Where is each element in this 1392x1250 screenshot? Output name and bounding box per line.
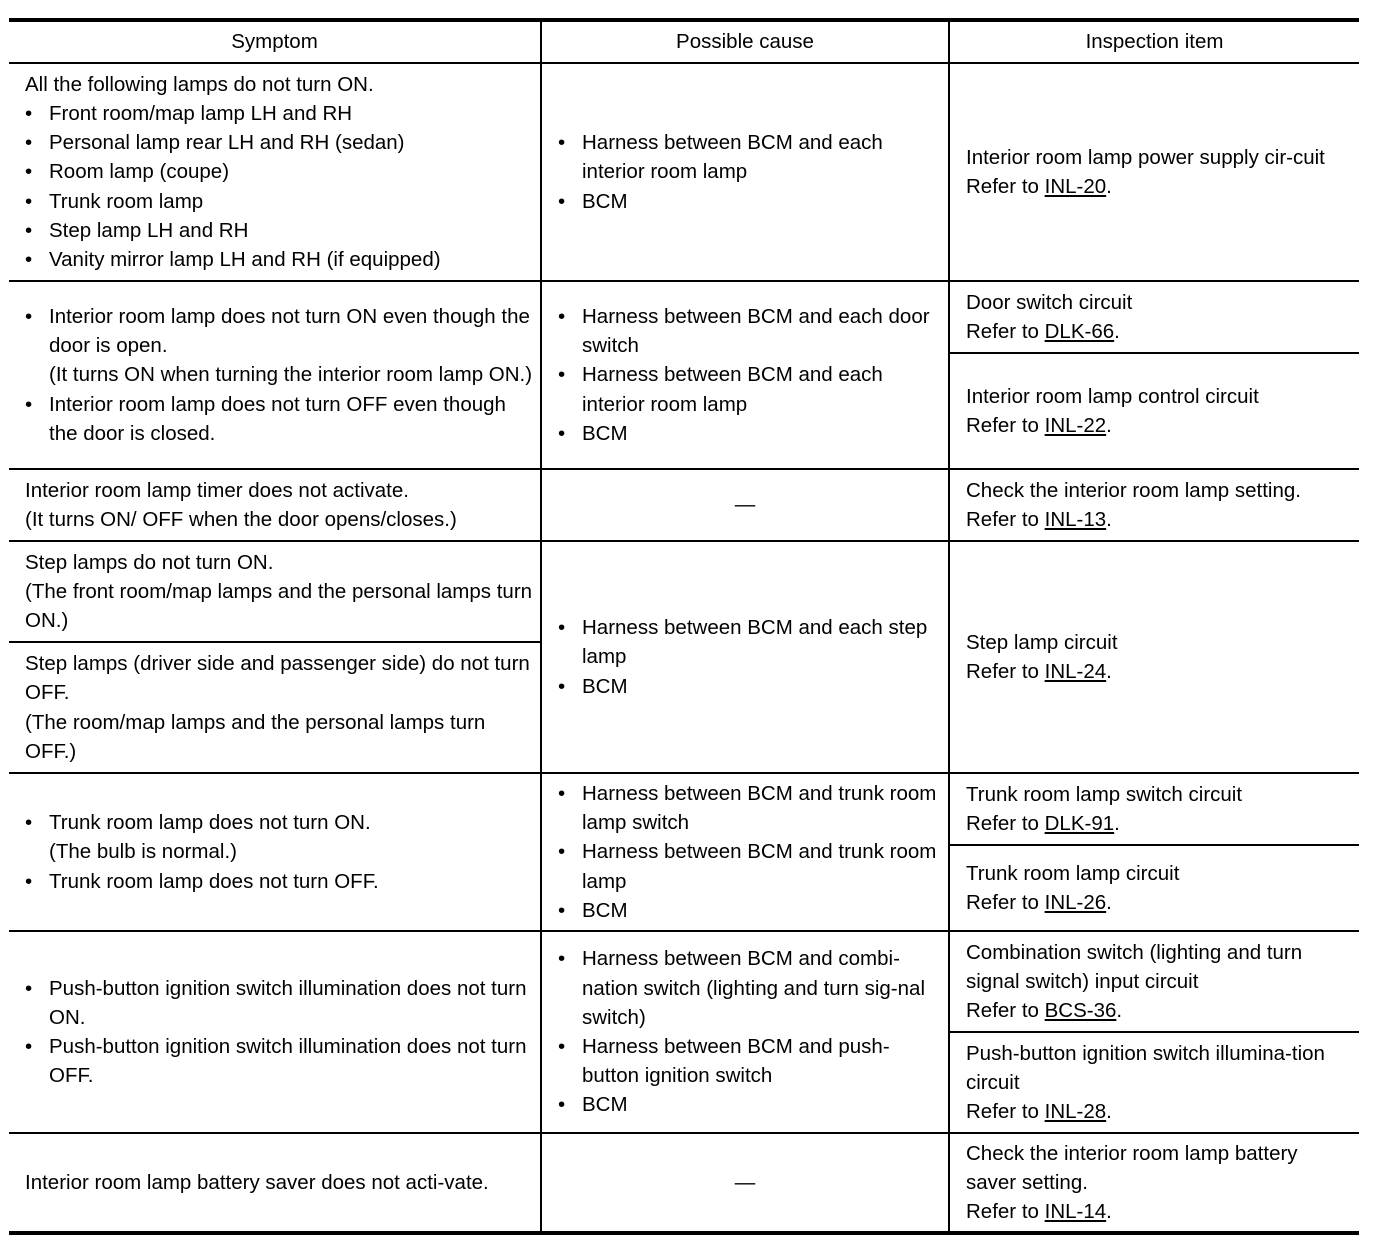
table-row	[9, 469, 1359, 541]
cause-item: • Harness between BCM and each door switch	[558, 302, 942, 360]
symptom-cell	[9, 281, 541, 469]
cause-item: • BCM	[558, 896, 942, 925]
inspection-ref-line: Refer to INL-22.	[966, 414, 1112, 437]
inspection-text: Trunk room lamp switch circuit	[966, 782, 1243, 806]
table-row	[9, 281, 1359, 353]
symptom-item: • Vanity mirror lamp LH and RH (if equipped)	[25, 245, 534, 274]
cause-cell	[541, 281, 949, 469]
symptom-cell	[9, 931, 541, 1133]
symptom-line: (It turns ON/ OFF when the door opens/closes.)	[25, 508, 457, 531]
header-row	[9, 20, 1359, 63]
inspection-ref-line: Refer to INL-13.	[966, 508, 1112, 531]
symptom-cell	[9, 541, 541, 642]
symptom-line: Step lamps do not turn ON.	[25, 550, 274, 574]
inspection-text: Check the interior room lamp battery saver setting.	[966, 1141, 1298, 1194]
inspection-ref-line: Refer to INL-24.	[966, 660, 1112, 683]
symptom-item: • Personal lamp rear LH and RH (sedan)	[25, 128, 534, 157]
table-row	[9, 541, 1359, 642]
table-row	[9, 931, 1359, 1032]
cause-cell-empty: —	[541, 1133, 949, 1233]
symptom-cell	[9, 642, 541, 773]
cause-item: • Harness between BCM and trunk room lamp switch	[558, 779, 942, 837]
symptom-item: • Interior room lamp does not turn OFF even though the door is closed.	[25, 390, 534, 448]
cause-item: • Harness between BCM and each interior room lamp	[558, 128, 942, 186]
dlk-91-link[interactable]: DLK-91	[1044, 812, 1115, 835]
dlk-66-link[interactable]: DLK-66	[1044, 320, 1115, 343]
inspection-text: Interior room lamp control circuit	[966, 384, 1259, 408]
symptom-item: • Push-button ignition switch illumination does not turn ON.	[25, 974, 534, 1032]
inspection-text: Door switch circuit	[966, 290, 1133, 314]
inl-28-link[interactable]: INL-28	[1044, 1100, 1107, 1124]
symptom-intro: All the following lamps do not turn ON.	[25, 72, 374, 96]
refer-to-label: Refer to	[966, 812, 1045, 835]
cause-cell	[541, 773, 949, 931]
cause-cell	[541, 931, 949, 1133]
inspection-cell	[949, 931, 1359, 1032]
symptom-item: • Room lamp (coupe)	[25, 157, 534, 186]
symptom-item: • Trunk room lamp does not turn OFF.	[25, 867, 534, 896]
inspection-text: Interior room lamp power supply cir-cuit	[966, 145, 1325, 169]
inspection-cell	[949, 1133, 1359, 1233]
inspection-ref-line: Refer to INL-26.	[966, 891, 1112, 914]
cause-item: • BCM	[558, 1090, 942, 1119]
inl-14-link[interactable]: INL-14	[1044, 1200, 1107, 1224]
symptom-note: (It turns ON when turning the interior room lamp ON.)	[49, 363, 533, 387]
cause-item: • BCM	[558, 419, 942, 448]
inspection-ref-line: Refer to DLK-66.	[966, 320, 1120, 343]
cause-item: • Harness between BCM and trunk room lamp	[558, 837, 942, 895]
symptom-item: • Trunk room lamp	[25, 187, 534, 216]
inspection-cell	[949, 541, 1359, 773]
refer-to-label: Refer to	[966, 660, 1045, 683]
table-row	[9, 63, 1359, 281]
symptom-item: • Push-button ignition switch illumination does not turn OFF.	[25, 1032, 534, 1090]
symptom-cell	[9, 1133, 541, 1233]
inspection-ref-line: Refer to INL-14.	[966, 1200, 1112, 1224]
header-possible-cause: Possible cause	[541, 20, 949, 63]
inspection-text: Combination switch (lighting and turn signal switch) input circuit	[966, 940, 1303, 993]
cause-cell	[541, 541, 949, 773]
bcs-36-link[interactable]: BCS-36	[1044, 999, 1117, 1023]
cause-cell	[541, 63, 949, 281]
inspection-text: Push-button ignition switch illumina-tion circuit	[966, 1041, 1325, 1094]
symptom-line: Step lamps (driver side and passenger side) do not turn OFF.	[25, 652, 530, 705]
cause-item: • Harness between BCM and push-button ignition switch	[558, 1032, 942, 1090]
refer-to-label: Refer to	[966, 320, 1045, 343]
inspection-ref-line: Refer to INL-28.	[966, 1100, 1112, 1124]
inspection-ref-line: Refer to BCS-36.	[966, 999, 1123, 1023]
diagnosis-table	[9, 18, 1359, 1235]
refer-to-label: Refer to	[966, 414, 1045, 437]
inspection-cell	[949, 353, 1359, 469]
header-symptom: Symptom	[9, 20, 541, 63]
symptom-item: • Interior room lamp does not turn ON even though the door is open.	[25, 302, 534, 360]
table-row	[9, 1133, 1359, 1233]
symptom-cell	[9, 773, 541, 931]
inspection-ref-line: Refer to INL-20.	[966, 175, 1112, 198]
refer-to-label: Refer to	[966, 508, 1045, 531]
inspection-text: Check the interior room lamp setting.	[966, 478, 1301, 502]
symptom-item: • Step lamp LH and RH	[25, 216, 534, 245]
header-inspection-item: Inspection item	[949, 20, 1359, 63]
symptom-cell	[9, 63, 541, 281]
cause-item: • BCM	[558, 672, 942, 701]
inl-20-link[interactable]: INL-20	[1044, 175, 1107, 198]
symptom-line: (The front room/map lamps and the personal lamps turn ON.)	[25, 579, 533, 633]
cause-cell-empty: —	[541, 469, 949, 541]
inspection-ref-line: Refer to DLK-91.	[966, 812, 1120, 835]
cause-item: • Harness between BCM and each interior room lamp	[558, 360, 942, 418]
inspection-cell	[949, 845, 1359, 931]
inspection-text: Trunk room lamp circuit	[966, 861, 1180, 885]
inspection-cell	[949, 1032, 1359, 1133]
inspection-cell	[949, 63, 1359, 281]
inl-22-link[interactable]: INL-22	[1044, 414, 1107, 437]
refer-to-label: Refer to	[966, 891, 1045, 914]
inspection-cell	[949, 281, 1359, 353]
inl-26-link[interactable]: INL-26	[1044, 891, 1107, 914]
cause-item: • Harness between BCM and combi-nation switch (lighting and turn sig-nal switch)	[558, 944, 942, 1032]
symptom-line: Interior room lamp battery saver does not acti-vate.	[25, 1170, 489, 1194]
refer-to-label: Refer to	[966, 1100, 1045, 1124]
symptom-cell	[9, 469, 541, 541]
symptom-item: • Front room/map lamp LH and RH	[25, 99, 534, 128]
inl-13-link[interactable]: INL-13	[1044, 508, 1107, 531]
refer-to-label: Refer to	[966, 175, 1045, 198]
symptom-line: Interior room lamp timer does not activate.	[25, 478, 409, 502]
inspection-cell	[949, 469, 1359, 541]
inl-24-link[interactable]: INL-24	[1044, 660, 1107, 683]
symptom-item: • Trunk room lamp does not turn ON.	[25, 808, 534, 837]
cause-item: • Harness between BCM and each step lamp	[558, 613, 942, 671]
cause-item: • BCM	[558, 187, 942, 216]
refer-to-label: Refer to	[966, 1200, 1045, 1224]
symptom-note: (The bulb is normal.)	[49, 840, 237, 864]
refer-to-label: Refer to	[966, 999, 1045, 1023]
inspection-text: Step lamp circuit	[966, 630, 1118, 654]
inspection-cell	[949, 773, 1359, 845]
table-row	[9, 773, 1359, 845]
symptom-line: (The room/map lamps and the personal lamps turn OFF.)	[25, 710, 486, 763]
